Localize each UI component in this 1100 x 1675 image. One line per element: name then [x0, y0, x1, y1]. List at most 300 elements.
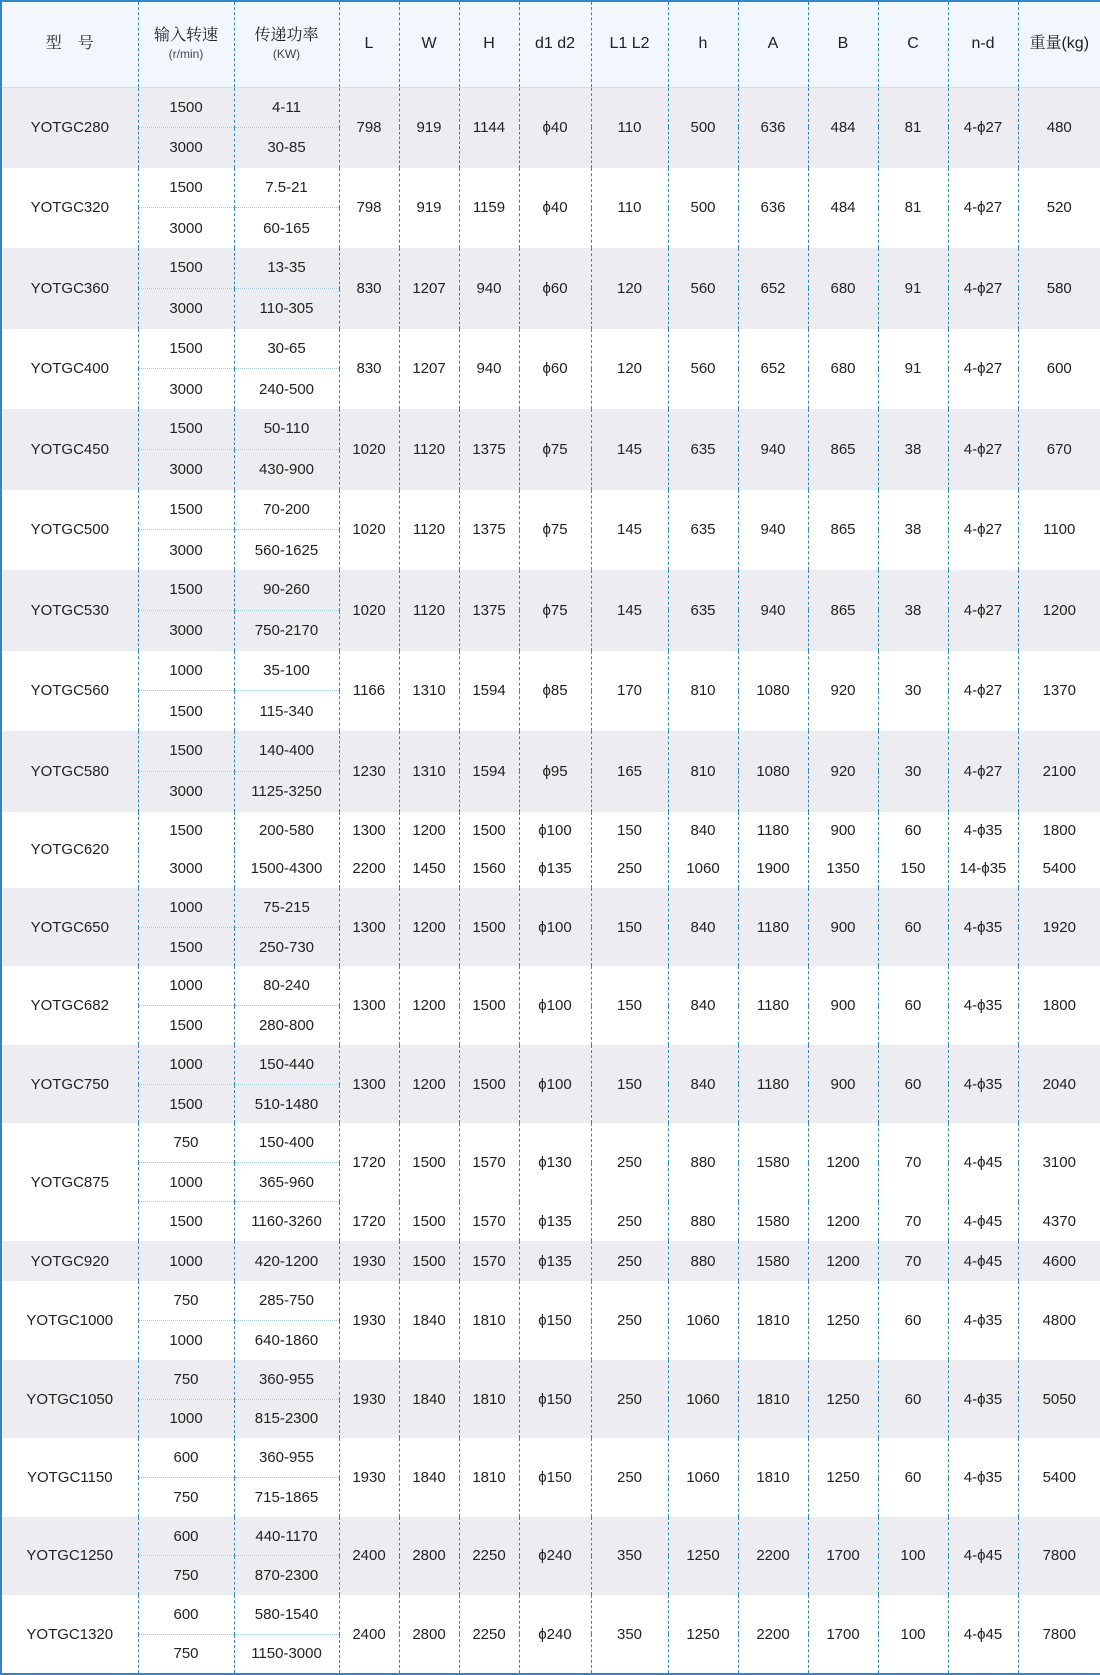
L12-cell: 350: [591, 1517, 668, 1595]
W-cell: 1207: [399, 248, 459, 329]
model-cell: YOTGC560: [1, 651, 138, 732]
power-cell: 115-340: [234, 691, 339, 731]
nd-cell: 14-ϕ35: [948, 850, 1018, 888]
C-cell: 60: [878, 1281, 948, 1359]
L-cell: 1020: [339, 409, 399, 490]
speed-cell: 600: [138, 1438, 234, 1477]
nd-cell: 4-ϕ35: [948, 1281, 1018, 1359]
B-cell: 1200: [808, 1241, 878, 1281]
model-cell: YOTGC1150: [1, 1438, 138, 1516]
nd-cell: 4-ϕ45: [948, 1123, 1018, 1201]
nd-cell: 4-ϕ45: [948, 1517, 1018, 1595]
model-cell: YOTGC620: [1, 812, 138, 888]
H-cell: 1570: [459, 1241, 519, 1281]
L-cell: 2400: [339, 1595, 399, 1674]
speed-cell: 1000: [138, 1241, 234, 1281]
A-cell: 1580: [738, 1123, 808, 1201]
speed-cell: 1500: [138, 570, 234, 610]
L-cell: 1930: [339, 1438, 399, 1516]
L12-cell: 120: [591, 329, 668, 410]
table-row: [1, 409, 1100, 449]
C-cell: 100: [878, 1517, 948, 1595]
nd-cell: 4-ϕ27: [948, 248, 1018, 329]
B-cell: 920: [808, 651, 878, 732]
weight-cell: 1800: [1018, 966, 1100, 1044]
speed-cell: 1000: [138, 1321, 234, 1360]
W-cell: 2800: [399, 1517, 459, 1595]
speed-cell: 3000: [138, 610, 234, 650]
A-cell: 940: [738, 409, 808, 490]
header-A: A: [738, 1, 808, 87]
model-cell: YOTGC1250: [1, 1517, 138, 1595]
table-row: [1, 329, 1100, 369]
h-cell: 635: [668, 570, 738, 651]
power-cell: 30-65: [234, 329, 339, 369]
table-row: [1, 1281, 1100, 1320]
L12-cell: 250: [591, 1438, 668, 1516]
speed-cell: 1500: [138, 87, 234, 127]
power-cell: 80-240: [234, 966, 339, 1005]
C-cell: 70: [878, 1241, 948, 1281]
power-cell: 510-1480: [234, 1084, 339, 1123]
power-cell: 815-2300: [234, 1399, 339, 1438]
W-cell: 1200: [399, 812, 459, 850]
h-cell: 1060: [668, 1360, 738, 1438]
W-cell: 1840: [399, 1281, 459, 1359]
L-cell: 1930: [339, 1241, 399, 1281]
model-cell: YOTGC530: [1, 570, 138, 651]
nd-cell: 4-ϕ27: [948, 87, 1018, 168]
nd-cell: 4-ϕ27: [948, 731, 1018, 812]
weight-cell: 1200: [1018, 570, 1100, 651]
power-cell: 285-750: [234, 1281, 339, 1320]
speed-cell: 750: [138, 1123, 234, 1162]
power-cell: 440-1170: [234, 1517, 339, 1556]
nd-cell: 4-ϕ35: [948, 888, 1018, 966]
d-cell: ϕ150: [519, 1438, 591, 1516]
H-cell: 1594: [459, 651, 519, 732]
W-cell: 1450: [399, 850, 459, 888]
speed-cell: 1500: [138, 409, 234, 449]
power-cell: 140-400: [234, 731, 339, 771]
C-cell: 150: [878, 850, 948, 888]
A-cell: 636: [738, 87, 808, 168]
power-cell: 750-2170: [234, 610, 339, 650]
power-cell: 360-955: [234, 1360, 339, 1399]
d-cell: ϕ100: [519, 1045, 591, 1123]
H-cell: 1810: [459, 1281, 519, 1359]
C-cell: 60: [878, 1360, 948, 1438]
A-cell: 1080: [738, 651, 808, 732]
H-cell: 1500: [459, 1045, 519, 1123]
h-cell: 840: [668, 812, 738, 850]
power-cell: 1150-3000: [234, 1634, 339, 1674]
nd-cell: 4-ϕ35: [948, 1360, 1018, 1438]
A-cell: 652: [738, 248, 808, 329]
d-cell: ϕ130: [519, 1123, 591, 1201]
speed-cell: 3000: [138, 127, 234, 167]
header-L1-L2: L1 L2: [591, 1, 668, 87]
speed-cell: 1500: [138, 1084, 234, 1123]
A-cell: 1180: [738, 812, 808, 850]
B-cell: 1250: [808, 1281, 878, 1359]
W-cell: 1120: [399, 490, 459, 571]
W-cell: 1120: [399, 570, 459, 651]
power-cell: 75-215: [234, 888, 339, 927]
weight-cell: 1920: [1018, 888, 1100, 966]
h-cell: 1060: [668, 1438, 738, 1516]
power-cell: 1125-3250: [234, 771, 339, 811]
L-cell: 1930: [339, 1360, 399, 1438]
A-cell: 2200: [738, 1595, 808, 1674]
weight-cell: 1800: [1018, 812, 1100, 850]
weight-cell: 2100: [1018, 731, 1100, 812]
header-W: W: [399, 1, 459, 87]
d-cell: ϕ40: [519, 87, 591, 168]
A-cell: 1180: [738, 1045, 808, 1123]
A-cell: 1180: [738, 966, 808, 1044]
L-cell: 830: [339, 329, 399, 410]
table-row: [1, 87, 1100, 127]
h-cell: 635: [668, 409, 738, 490]
h-cell: 1060: [668, 850, 738, 888]
W-cell: 1200: [399, 888, 459, 966]
power-cell: 420-1200: [234, 1241, 339, 1281]
L12-cell: 145: [591, 409, 668, 490]
h-cell: 810: [668, 731, 738, 812]
weight-cell: 3100: [1018, 1123, 1100, 1201]
h-cell: 840: [668, 966, 738, 1044]
L12-cell: 145: [591, 570, 668, 651]
B-cell: 484: [808, 168, 878, 249]
table-row: [1, 812, 1100, 850]
speed-cell: 1500: [138, 168, 234, 208]
H-cell: 1375: [459, 570, 519, 651]
H-cell: 1560: [459, 850, 519, 888]
nd-cell: 4-ϕ35: [948, 1045, 1018, 1123]
speed-cell: 750: [138, 1360, 234, 1399]
speed-cell: 1500: [138, 812, 234, 850]
model-cell: YOTGC920: [1, 1241, 138, 1281]
nd-cell: 4-ϕ45: [948, 1241, 1018, 1281]
model-cell: YOTGC1050: [1, 1360, 138, 1438]
h-cell: 500: [668, 87, 738, 168]
weight-cell: 2040: [1018, 1045, 1100, 1123]
H-cell: 940: [459, 329, 519, 410]
speed-cell: 1000: [138, 966, 234, 1005]
speed-cell: 1000: [138, 888, 234, 927]
power-cell: 560-1625: [234, 530, 339, 570]
H-cell: 1375: [459, 409, 519, 490]
nd-cell: 4-ϕ35: [948, 1438, 1018, 1516]
L12-cell: 250: [591, 1202, 668, 1241]
B-cell: 680: [808, 329, 878, 410]
C-cell: 30: [878, 651, 948, 732]
W-cell: 1500: [399, 1202, 459, 1241]
model-cell: YOTGC360: [1, 248, 138, 329]
B-cell: 865: [808, 409, 878, 490]
L12-cell: 250: [591, 1241, 668, 1281]
header-B: B: [808, 1, 878, 87]
H-cell: 1570: [459, 1123, 519, 1201]
speed-cell: 3000: [138, 530, 234, 570]
table-row: [1, 248, 1100, 288]
d-cell: ϕ75: [519, 409, 591, 490]
W-cell: 1310: [399, 731, 459, 812]
C-cell: 60: [878, 1045, 948, 1123]
speed-cell: 3000: [138, 288, 234, 328]
h-cell: 1250: [668, 1517, 738, 1595]
H-cell: 1570: [459, 1202, 519, 1241]
table-row: [1, 731, 1100, 771]
B-cell: 865: [808, 570, 878, 651]
L12-cell: 250: [591, 1123, 668, 1201]
A-cell: 1180: [738, 888, 808, 966]
h-cell: 840: [668, 888, 738, 966]
power-cell: 715-1865: [234, 1478, 339, 1517]
table-row: [1, 1123, 1100, 1162]
H-cell: 2250: [459, 1517, 519, 1595]
L12-cell: 250: [591, 1281, 668, 1359]
d-cell: ϕ75: [519, 570, 591, 651]
A-cell: 636: [738, 168, 808, 249]
d-cell: ϕ135: [519, 1202, 591, 1241]
model-cell: YOTGC400: [1, 329, 138, 410]
H-cell: 1594: [459, 731, 519, 812]
h-cell: 560: [668, 329, 738, 410]
nd-cell: 4-ϕ27: [948, 329, 1018, 410]
weight-cell: 480: [1018, 87, 1100, 168]
L12-cell: 150: [591, 888, 668, 966]
L-cell: 1930: [339, 1281, 399, 1359]
power-cell: 7.5-21: [234, 168, 339, 208]
W-cell: 1207: [399, 329, 459, 410]
d-cell: ϕ85: [519, 651, 591, 732]
speed-cell: 1000: [138, 1045, 234, 1084]
table-row: [1, 1045, 1100, 1084]
speed-cell: 1000: [138, 651, 234, 691]
C-cell: 91: [878, 329, 948, 410]
weight-cell: 1370: [1018, 651, 1100, 732]
table-row: [1, 1202, 1100, 1241]
L12-cell: 250: [591, 1360, 668, 1438]
d-cell: ϕ150: [519, 1281, 591, 1359]
weight-cell: 520: [1018, 168, 1100, 249]
h-cell: 880: [668, 1202, 738, 1241]
nd-cell: 4-ϕ27: [948, 490, 1018, 571]
model-cell: YOTGC1000: [1, 1281, 138, 1359]
H-cell: 1375: [459, 490, 519, 571]
speed-cell: 1500: [138, 248, 234, 288]
H-cell: 1810: [459, 1438, 519, 1516]
d-cell: ϕ40: [519, 168, 591, 249]
W-cell: 1200: [399, 1045, 459, 1123]
L-cell: 1166: [339, 651, 399, 732]
header-d1-d2: d1 d2: [519, 1, 591, 87]
table-row: [1, 850, 1100, 888]
B-cell: 920: [808, 731, 878, 812]
B-cell: 1350: [808, 850, 878, 888]
h-cell: 840: [668, 1045, 738, 1123]
weight-cell: 4370: [1018, 1202, 1100, 1241]
h-cell: 880: [668, 1123, 738, 1201]
model-cell: YOTGC320: [1, 168, 138, 249]
speed-cell: 1500: [138, 731, 234, 771]
speed-cell: 750: [138, 1634, 234, 1674]
speed-cell: 3000: [138, 850, 234, 888]
h-cell: 560: [668, 248, 738, 329]
speed-cell: 600: [138, 1517, 234, 1556]
h-cell: 500: [668, 168, 738, 249]
power-cell: 240-500: [234, 369, 339, 409]
B-cell: 1250: [808, 1360, 878, 1438]
W-cell: 1500: [399, 1241, 459, 1281]
power-cell: 580-1540: [234, 1595, 339, 1634]
C-cell: 38: [878, 570, 948, 651]
B-cell: 900: [808, 1045, 878, 1123]
table-row: [1, 1360, 1100, 1399]
power-cell: 30-85: [234, 127, 339, 167]
C-cell: 81: [878, 87, 948, 168]
L12-cell: 350: [591, 1595, 668, 1674]
weight-cell: 5050: [1018, 1360, 1100, 1438]
h-cell: 635: [668, 490, 738, 571]
power-cell: 70-200: [234, 490, 339, 530]
W-cell: 2800: [399, 1595, 459, 1674]
speed-cell: 3000: [138, 208, 234, 248]
A-cell: 1900: [738, 850, 808, 888]
weight-cell: 4800: [1018, 1281, 1100, 1359]
L-cell: 1720: [339, 1123, 399, 1201]
speed-cell: 1500: [138, 329, 234, 369]
L-cell: 1300: [339, 1045, 399, 1123]
H-cell: 2250: [459, 1595, 519, 1674]
L-cell: 2200: [339, 850, 399, 888]
H-cell: 1159: [459, 168, 519, 249]
weight-cell: 7800: [1018, 1517, 1100, 1595]
header-h: h: [668, 1, 738, 87]
B-cell: 900: [808, 888, 878, 966]
power-cell: 4-11: [234, 87, 339, 127]
d-cell: ϕ60: [519, 329, 591, 410]
H-cell: 1500: [459, 812, 519, 850]
weight-cell: 670: [1018, 409, 1100, 490]
d-cell: ϕ60: [519, 248, 591, 329]
weight-cell: 4600: [1018, 1241, 1100, 1281]
speed-cell: 750: [138, 1478, 234, 1517]
B-cell: 1200: [808, 1123, 878, 1201]
speed-cell: 600: [138, 1595, 234, 1634]
C-cell: 60: [878, 1438, 948, 1516]
speed-cell: 3000: [138, 771, 234, 811]
d-cell: ϕ135: [519, 1241, 591, 1281]
speed-cell: 1500: [138, 1006, 234, 1045]
power-cell: 365-960: [234, 1163, 339, 1202]
C-cell: 60: [878, 812, 948, 850]
H-cell: 1810: [459, 1360, 519, 1438]
weight-cell: 5400: [1018, 1438, 1100, 1516]
model-cell: YOTGC750: [1, 1045, 138, 1123]
header-C: C: [878, 1, 948, 87]
C-cell: 70: [878, 1202, 948, 1241]
A-cell: 1810: [738, 1360, 808, 1438]
table-row: [1, 168, 1100, 208]
L12-cell: 150: [591, 966, 668, 1044]
spec-table-body: [1, 87, 1100, 1674]
H-cell: 1144: [459, 87, 519, 168]
header-row: [1, 1, 1100, 87]
model-cell: YOTGC1320: [1, 1595, 138, 1674]
L12-cell: 145: [591, 490, 668, 571]
L-cell: 1020: [339, 490, 399, 571]
L-cell: 830: [339, 248, 399, 329]
power-cell: 35-100: [234, 651, 339, 691]
power-cell: 60-165: [234, 208, 339, 248]
power-cell: 280-800: [234, 1006, 339, 1045]
A-cell: 1080: [738, 731, 808, 812]
table-row: [1, 490, 1100, 530]
L-cell: 1020: [339, 570, 399, 651]
model-cell: YOTGC682: [1, 966, 138, 1044]
A-cell: 652: [738, 329, 808, 410]
B-cell: 484: [808, 87, 878, 168]
power-cell: 150-440: [234, 1045, 339, 1084]
B-cell: 900: [808, 966, 878, 1044]
L-cell: 2400: [339, 1517, 399, 1595]
speed-cell: 750: [138, 1281, 234, 1320]
C-cell: 81: [878, 168, 948, 249]
power-cell: 870-2300: [234, 1556, 339, 1595]
L12-cell: 165: [591, 731, 668, 812]
header-speed: 输入转速 (r/min): [138, 1, 234, 87]
speed-cell: 1000: [138, 1163, 234, 1202]
speed-cell: 1000: [138, 1399, 234, 1438]
nd-cell: 4-ϕ27: [948, 168, 1018, 249]
B-cell: 1250: [808, 1438, 878, 1516]
d-cell: ϕ95: [519, 731, 591, 812]
B-cell: 1700: [808, 1595, 878, 1674]
table-row: [1, 888, 1100, 927]
d-cell: ϕ240: [519, 1595, 591, 1674]
header-L: L: [339, 1, 399, 87]
B-cell: 900: [808, 812, 878, 850]
h-cell: 810: [668, 651, 738, 732]
B-cell: 680: [808, 248, 878, 329]
C-cell: 30: [878, 731, 948, 812]
nd-cell: 4-ϕ27: [948, 409, 1018, 490]
speed-cell: 3000: [138, 449, 234, 489]
B-cell: 865: [808, 490, 878, 571]
weight-cell: 7800: [1018, 1595, 1100, 1674]
L-cell: 1300: [339, 812, 399, 850]
C-cell: 60: [878, 966, 948, 1044]
W-cell: 919: [399, 87, 459, 168]
B-cell: 1200: [808, 1202, 878, 1241]
speed-cell: 750: [138, 1556, 234, 1595]
L12-cell: 150: [591, 1045, 668, 1123]
model-cell: YOTGC450: [1, 409, 138, 490]
nd-cell: 4-ϕ27: [948, 570, 1018, 651]
H-cell: 940: [459, 248, 519, 329]
power-cell: 250-730: [234, 927, 339, 966]
L12-cell: 110: [591, 168, 668, 249]
A-cell: 2200: [738, 1517, 808, 1595]
L-cell: 798: [339, 168, 399, 249]
L-cell: 1300: [339, 966, 399, 1044]
speed-cell: 1500: [138, 490, 234, 530]
nd-cell: 4-ϕ35: [948, 966, 1018, 1044]
table-row: [1, 966, 1100, 1005]
